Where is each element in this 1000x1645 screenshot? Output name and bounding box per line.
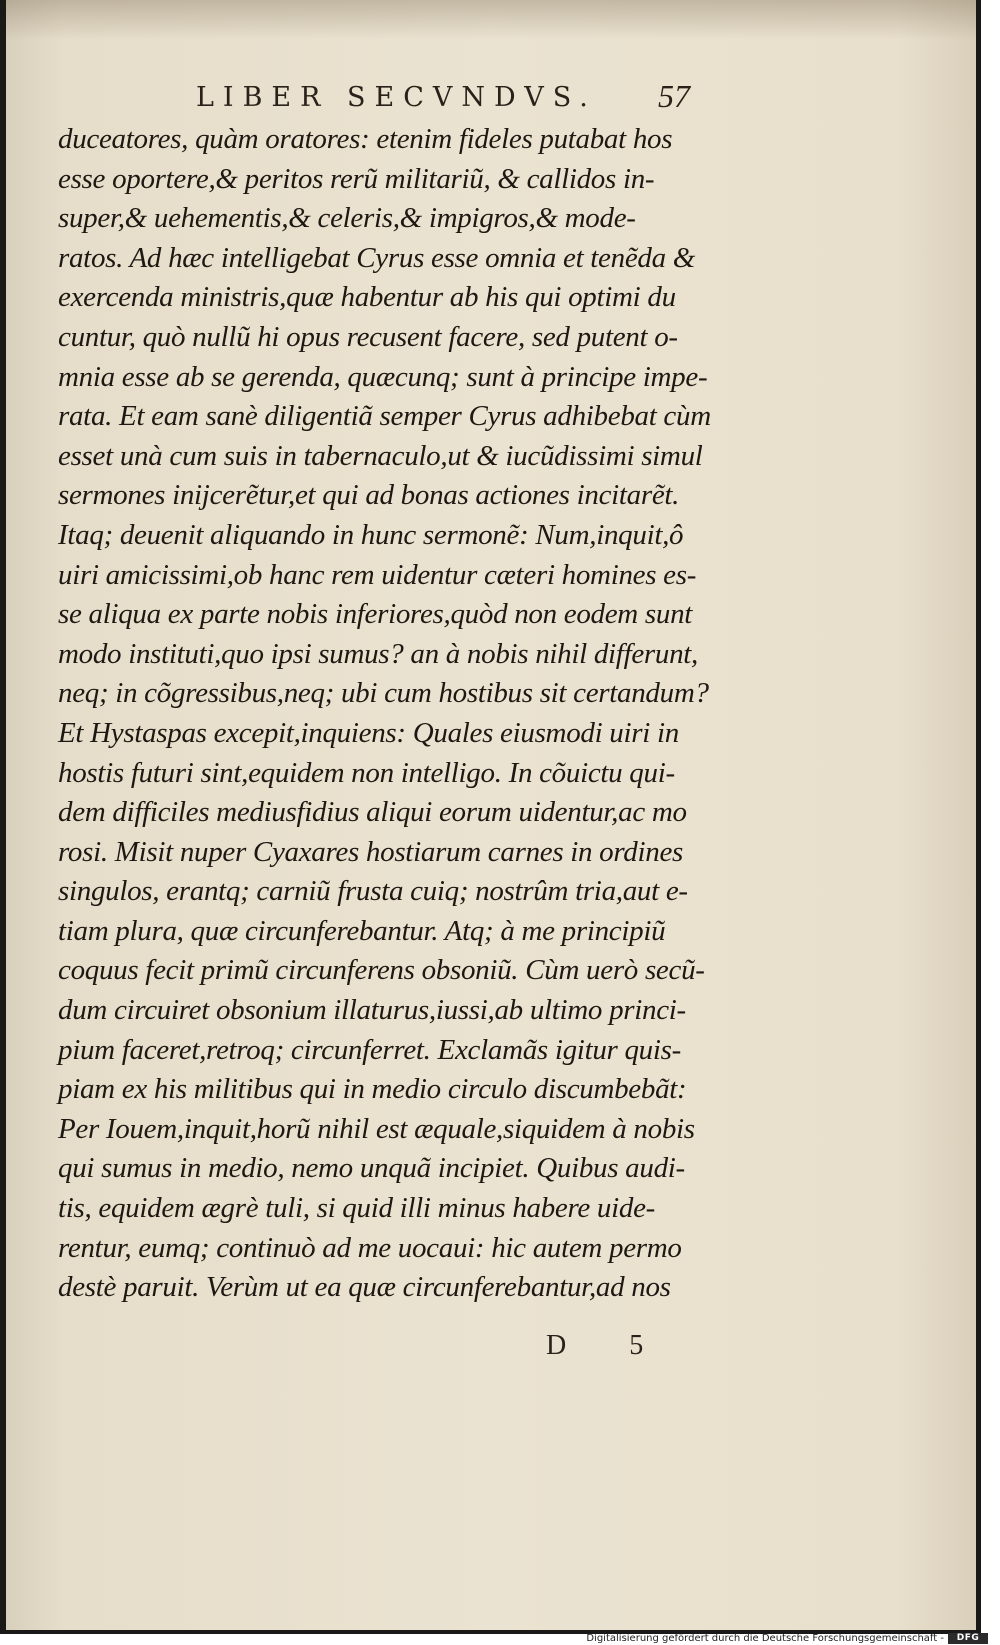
text-line: hostis futuri sint,equidem non intelligo. In cõuictu qui- <box>58 756 675 789</box>
text-line: sermones inijcerẽtur,et qui ad bonas actiones incitarẽt. <box>58 479 680 512</box>
text-line: se aliqua ex parte nobis inferiores,quòd non eodem sunt <box>58 598 693 631</box>
running-head: LIBER SECVNDVS. <box>196 82 597 113</box>
text-line: tis, equidem ægrè tuli, si quid illi minus habere uide- <box>58 1192 656 1225</box>
text-line: tiam plura, quæ circunferebantur. Atq; à me principiũ <box>58 914 666 947</box>
text-line: Et Hystaspas excepit,inquiens: Quales eiusmodi uiri in <box>58 716 679 749</box>
text-line: dem difficiles mediusfidius aliqui eorum uidentur,ac mo <box>58 796 687 829</box>
text-line: exercenda ministris,quæ habentur ab his qui optimi du <box>58 281 676 314</box>
folio-number: 57 <box>658 78 690 114</box>
body-text <box>58 120 718 1308</box>
text-line: rosi. Misit nuper Cyaxares hostiarum carnes in ordines <box>58 835 684 868</box>
text-line: esset unà cum suis in tabernaculo,ut & iucũdissimi simul <box>58 439 703 472</box>
text-line: rata. Et eam sanè diligentiã semper Cyrus adhibebat cùm <box>58 400 711 433</box>
text-line: Itaq; deuenit aliquando in hunc sermonẽ: Num,inquit,ô <box>58 518 684 551</box>
text-line: dum circuiret obsonium illaturus,iussi,ab ultimo princi- <box>58 994 686 1027</box>
page-header <box>6 78 976 122</box>
book-page <box>6 0 976 1630</box>
text-line: cuntur, quò nullũ hi opus recusent facere, sed putent o- <box>58 320 678 353</box>
text-line: destè paruit. Verùm ut ea quæ circunferebantur,ad nos <box>58 1271 671 1304</box>
text-line: singulos, erantq; carniũ frusta cuiq; nostrûm tria,aut e- <box>58 875 688 908</box>
text-line: ratos. Ad hæc intelligebat Cyrus esse omnia et tenẽda & <box>58 241 696 274</box>
text-line: duceatores, quàm oratores: etenim fideles putabat hos <box>58 123 673 155</box>
text-line: pium faceret,retroq; circunferret. Exclamãs igitur quis- <box>58 1033 681 1066</box>
text-line: esse oportere,& peritos rerũ militariũ, & callidos in- <box>58 162 655 195</box>
funding-note: Digitalisierung gefördert durch die Deutsche Forschungsgemeinschaft - <box>586 1633 944 1644</box>
text-line: uiri amicissimi,ob hanc rem uidentur cæteri homines es- <box>58 558 697 591</box>
text-line: mnia esse ab se gerenda, quæcunq; sunt à principe impe- <box>58 360 708 393</box>
text-line: modo instituti,quo ipsi sumus? an à nobis nihil differunt, <box>58 637 698 670</box>
text-line: super,& uehementis,& celeris,& impigros,& mode- <box>58 202 636 235</box>
signature-mark: D 5 <box>546 1330 672 1361</box>
dfg-logo: DFG <box>948 1633 988 1644</box>
text-line: Per Iouem,inquit,horũ nihil est æquale,siquidem à nobis <box>58 1112 695 1145</box>
text-line: coquus fecit primũ circunferens obsoniũ. Cùm uerò secũ- <box>58 954 705 987</box>
text-line: piam ex his militibus qui in medio circulo discumbebãt: <box>58 1073 687 1106</box>
text-line: neq; in cõgressibus,neq; ubi cum hostibus sit certandum? <box>58 677 709 710</box>
text-line: rentur, eumq; continuò ad me uocaui: hic autem permo <box>58 1231 682 1264</box>
text-line: qui sumus in medio, nemo unquã incipiet. Quibus audi- <box>58 1152 685 1185</box>
